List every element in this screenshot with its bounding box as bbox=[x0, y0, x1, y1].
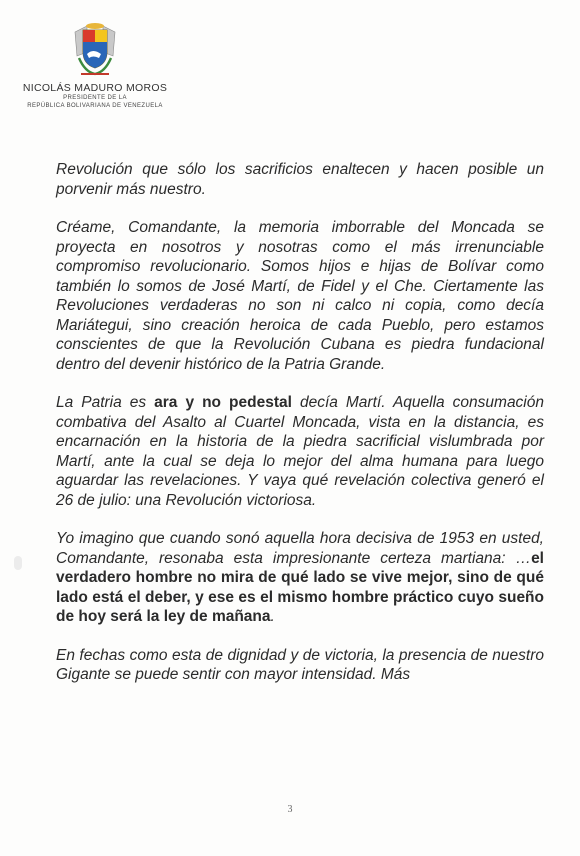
page-number: 3 bbox=[287, 804, 293, 815]
president-title-line2: REPÚBLICA BOLIVARIANA DE VENEZUELA bbox=[27, 103, 163, 109]
venezuela-coat-of-arms-icon bbox=[71, 22, 119, 78]
president-title-line1: PRESIDENTE DE LA bbox=[63, 95, 127, 101]
letter-body bbox=[56, 160, 544, 704]
paragraph-5: En fechas como esta de dignidad y de victoria, la presencia de nuestro Gigante se puede sentir con mayor intensidad. Más bbox=[56, 646, 544, 683]
paragraph-3 bbox=[56, 393, 544, 510]
paragraph-3-emphasis: ara y no pedestal bbox=[154, 394, 292, 411]
paragraph-3-start: La Patria es bbox=[56, 394, 155, 411]
paragraph-3-rest: decía Martí. Aquella consumación combativa del Asalto al Cuartel Moncada, vista en la distancia, es encarnación en la historia de la piedra sacrificial vislumbrada por Martí, ante la cual se deja lo mejor del alma humana para luego aguardar las revelaciones. Y vaya qué revelación colectiva generó el 26 de julio: una Revolución victoriosa. bbox=[56, 394, 544, 509]
president-name: NICOLÁS MADURO MOROS bbox=[22, 82, 168, 94]
letterhead bbox=[0, 22, 190, 110]
paragraph-1: Revolución que sólo los sacrificios enaltecen y hacen posible un porvenir más nuestro. bbox=[56, 161, 544, 198]
paragraph-4 bbox=[56, 529, 544, 627]
scan-smudge bbox=[14, 556, 22, 570]
marti-quote: el verdadero hombre no mira de qué lado se vive mejor, sino de qué lado está el deber, y ese es el mismo hombre práctico cuyo sueño de hoy será la ley de mañana bbox=[56, 549, 544, 625]
paragraph-4-start: Yo imagino que cuando sonó aquella hora decisiva de 1953 en usted, Comandante, resonaba esta impresionante certeza martiana: … bbox=[56, 530, 544, 567]
paragraph-4-end: . bbox=[270, 608, 275, 625]
paragraph-2: Créame, Comandante, la memoria imborrable del Moncada se proyecta en nosotros y nosotras como el más irrenunciable compromiso revolucionario. Somos hijos e hijas de Bolívar como también lo somos de José Martí, de Fidel y el Che. Ciertamente las Revoluciones verdaderas no son ni calco ni copia, como decía Mariátegui, sino creación heroica de cada Pueblo, pero estamos conscientes de que la Revolución Cubana es piedra fundacional dentro del devenir histórico de la Patria Grande. bbox=[56, 219, 544, 373]
